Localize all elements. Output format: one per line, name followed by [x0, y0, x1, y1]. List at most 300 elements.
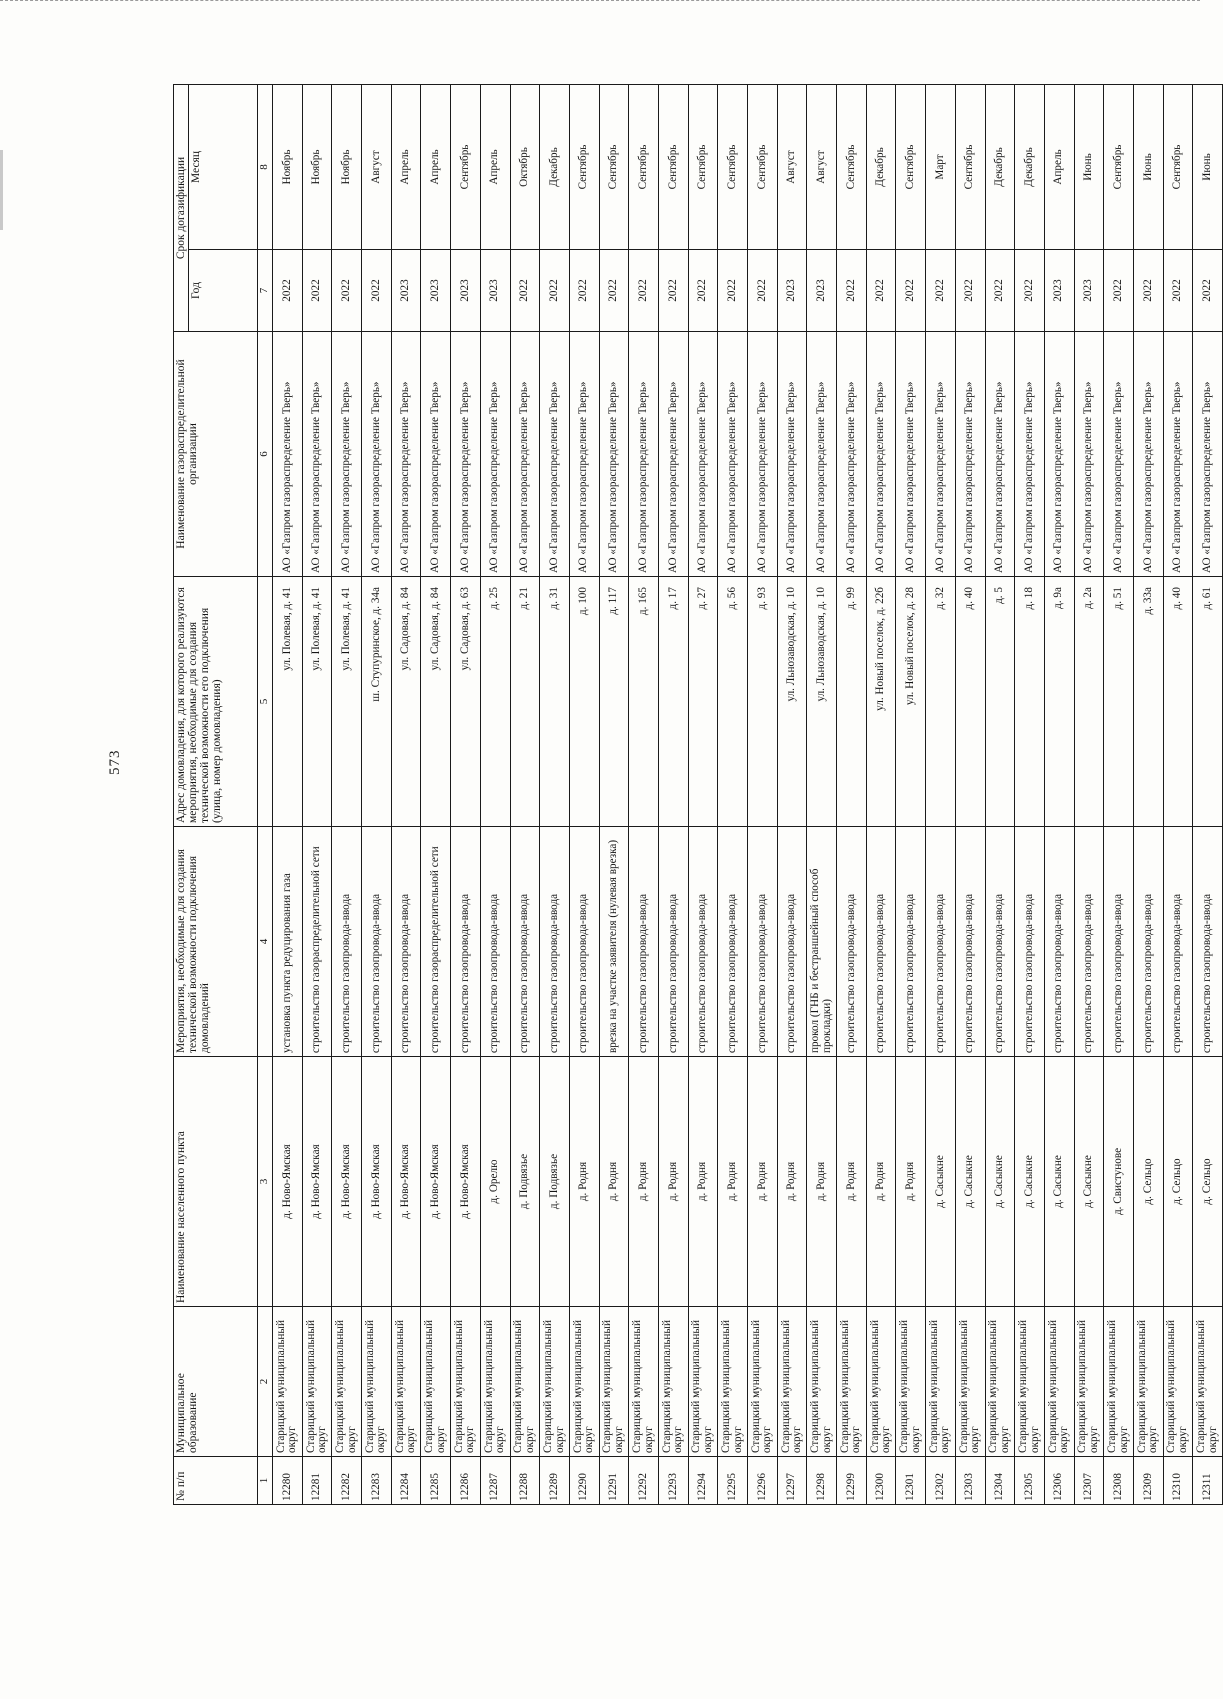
measure-cell: строительство газопровода-ввода — [332, 827, 362, 1057]
municipality-cell: Старицкий муниципальный округ — [480, 1307, 510, 1457]
year-cell: 2022 — [866, 250, 896, 332]
address-cell: ул. Новый поселок, д. 28 — [896, 577, 926, 827]
year-cell: 2022 — [362, 250, 392, 332]
organization-cell: АО «Газпром газораспределение Тверь» — [1104, 332, 1134, 577]
organization-cell: АО «Газпром газораспределение Тверь» — [629, 332, 659, 577]
address-cell: д. 61 — [1193, 577, 1223, 827]
locality-cell: д. Подвязье — [540, 1057, 570, 1307]
measure-cell: строительство газопровода-ввода — [1104, 827, 1134, 1057]
row-number: 12289 — [540, 1457, 570, 1505]
year-cell: 2022 — [599, 250, 629, 332]
table-row — [985, 85, 1015, 1505]
column-number: 4 — [258, 827, 273, 1057]
table-row — [866, 85, 896, 1505]
month-cell: Сентябрь — [451, 85, 481, 250]
organization-cell: АО «Газпром газораспределение Тверь» — [1193, 332, 1223, 577]
table-row — [629, 85, 659, 1505]
locality-cell: д. Родня — [807, 1057, 837, 1307]
municipality-cell: Старицкий муниципальный округ — [748, 1307, 778, 1457]
address-cell: д. 40 — [1163, 577, 1193, 827]
header-municipality: Муниципальное образование — [174, 1307, 258, 1457]
table-row — [1015, 85, 1045, 1505]
table-row — [1163, 85, 1193, 1505]
year-cell: 2023 — [1074, 250, 1104, 332]
row-number: 12311 — [1193, 1457, 1223, 1505]
year-cell: 2022 — [540, 250, 570, 332]
row-number: 12290 — [569, 1457, 599, 1505]
header-month: Месяц — [189, 85, 258, 250]
month-cell: Сентябрь — [569, 85, 599, 250]
year-cell: 2023 — [391, 250, 421, 332]
locality-cell: д. Родня — [658, 1057, 688, 1307]
locality-cell: д. Родня — [748, 1057, 778, 1307]
locality-cell: д. Сельцо — [1163, 1057, 1193, 1307]
year-cell: 2022 — [302, 250, 332, 332]
row-number: 12304 — [985, 1457, 1015, 1505]
municipality-cell: Старицкий муниципальный округ — [569, 1307, 599, 1457]
measure-cell: строительство газопровода-ввода — [985, 827, 1015, 1057]
locality-cell: д. Сасыкне — [926, 1057, 956, 1307]
organization-cell: АО «Газпром газораспределение Тверь» — [480, 332, 510, 577]
table-row — [955, 85, 985, 1505]
table-row — [451, 85, 481, 1505]
organization-cell: АО «Газпром газораспределение Тверь» — [599, 332, 629, 577]
year-cell: 2022 — [955, 250, 985, 332]
year-cell: 2022 — [1193, 250, 1223, 332]
address-cell: ул. Садовая, д. 84 — [421, 577, 451, 827]
table-row — [480, 85, 510, 1505]
row-number: 12300 — [866, 1457, 896, 1505]
month-cell: Декабрь — [540, 85, 570, 250]
table-row — [540, 85, 570, 1505]
month-cell: Сентябрь — [688, 85, 718, 250]
header-locality: Наименование населенного пункта — [174, 1057, 258, 1307]
locality-cell: д. Сасыкне — [1015, 1057, 1045, 1307]
measure-cell: строительство газопровода-ввода — [837, 827, 867, 1057]
scan-left-edge-mark — [0, 150, 3, 230]
organization-cell: АО «Газпром газораспределение Тверь» — [926, 332, 956, 577]
locality-cell: д. Ново-Ямская — [362, 1057, 392, 1307]
month-cell: Июнь — [1193, 85, 1223, 250]
header-organization: Наименование газораспределительной организации — [174, 332, 258, 577]
address-cell: д. 18 — [1015, 577, 1045, 827]
month-cell: Сентябрь — [599, 85, 629, 250]
address-cell: д. 31 — [540, 577, 570, 827]
row-number: 12305 — [1015, 1457, 1045, 1505]
table-row — [1104, 85, 1134, 1505]
month-cell: Март — [926, 85, 956, 250]
row-number: 12293 — [658, 1457, 688, 1505]
gasification-table — [173, 84, 1223, 1505]
measure-cell: строительство газопровода-ввода — [451, 827, 481, 1057]
municipality-cell: Старицкий муниципальный округ — [1074, 1307, 1104, 1457]
organization-cell: АО «Газпром газораспределение Тверь» — [955, 332, 985, 577]
organization-cell: АО «Газпром газораспределение Тверь» — [1133, 332, 1163, 577]
row-number: 12287 — [480, 1457, 510, 1505]
measure-cell: строительство газопровода-ввода — [718, 827, 748, 1057]
address-cell: д. 99 — [837, 577, 867, 827]
organization-cell: АО «Газпром газораспределение Тверь» — [658, 332, 688, 577]
year-cell: 2022 — [718, 250, 748, 332]
month-cell: Ноябрь — [302, 85, 332, 250]
year-cell: 2022 — [896, 250, 926, 332]
table-row — [1133, 85, 1163, 1505]
year-cell: 2023 — [1044, 250, 1074, 332]
measure-cell: строительство газопровода-ввода — [629, 827, 659, 1057]
locality-cell: д. Сасыкне — [1074, 1057, 1104, 1307]
municipality-cell: Старицкий муниципальный округ — [1044, 1307, 1074, 1457]
month-cell: Декабрь — [1015, 85, 1045, 250]
row-number: 12285 — [421, 1457, 451, 1505]
locality-cell: д. Ново-Ямская — [302, 1057, 332, 1307]
locality-cell: д. Сасыкне — [955, 1057, 985, 1307]
organization-cell: АО «Газпром газораспределение Тверь» — [837, 332, 867, 577]
measure-cell: прокол (ГНБ и бестраншейный способ прокладки) — [807, 827, 837, 1057]
month-cell: Декабрь — [866, 85, 896, 250]
row-number: 12283 — [362, 1457, 392, 1505]
organization-cell: АО «Газпром газораспределение Тверь» — [748, 332, 778, 577]
table-row — [1074, 85, 1104, 1505]
municipality-cell: Старицкий муниципальный округ — [777, 1307, 807, 1457]
address-cell: ул. Льнозаводская, д. 10 — [777, 577, 807, 827]
month-cell: Сентябрь — [718, 85, 748, 250]
address-cell: ш. Ступуринское, д. 34а — [362, 577, 392, 827]
row-number: 12288 — [510, 1457, 540, 1505]
organization-cell: АО «Газпром газораспределение Тверь» — [1015, 332, 1045, 577]
table-row — [273, 85, 303, 1505]
month-cell: Сентябрь — [748, 85, 778, 250]
measure-cell: строительство газопровода-ввода — [362, 827, 392, 1057]
year-cell: 2022 — [332, 250, 362, 332]
table-row — [807, 85, 837, 1505]
organization-cell: АО «Газпром газораспределение Тверь» — [866, 332, 896, 577]
measure-cell: строительство газопровода-ввода — [1015, 827, 1045, 1057]
month-cell: Август — [362, 85, 392, 250]
column-number: 1 — [258, 1457, 273, 1505]
column-number: 5 — [258, 577, 273, 827]
address-cell: ул. Льнозаводская, д. 10 — [807, 577, 837, 827]
row-number: 12295 — [718, 1457, 748, 1505]
organization-cell: АО «Газпром газораспределение Тверь» — [777, 332, 807, 577]
column-number: 8 — [258, 85, 273, 250]
row-number: 12286 — [451, 1457, 481, 1505]
address-cell: д. 25 — [480, 577, 510, 827]
row-number: 12299 — [837, 1457, 867, 1505]
row-number: 12296 — [748, 1457, 778, 1505]
organization-cell: АО «Газпром газораспределение Тверь» — [302, 332, 332, 577]
locality-cell: д. Родня — [896, 1057, 926, 1307]
locality-cell: д. Сасыкне — [1044, 1057, 1074, 1307]
row-number: 12280 — [273, 1457, 303, 1505]
organization-cell: АО «Газпром газораспределение Тверь» — [569, 332, 599, 577]
municipality-cell: Старицкий муниципальный округ — [985, 1307, 1015, 1457]
locality-cell: д. Родня — [569, 1057, 599, 1307]
municipality-cell: Старицкий муниципальный округ — [391, 1307, 421, 1457]
measure-cell: строительство газопровода-ввода — [540, 827, 570, 1057]
measure-cell: строительство газопровода-ввода — [688, 827, 718, 1057]
year-cell: 2022 — [688, 250, 718, 332]
row-number: 12303 — [955, 1457, 985, 1505]
measure-cell: строительство газопровода-ввода — [896, 827, 926, 1057]
row-number: 12309 — [1133, 1457, 1163, 1505]
year-cell: 2022 — [985, 250, 1015, 332]
locality-cell: д. Родня — [629, 1057, 659, 1307]
address-cell: ул. Полевая, д. 41 — [302, 577, 332, 827]
municipality-cell: Старицкий муниципальный округ — [1193, 1307, 1223, 1457]
row-number: 12301 — [896, 1457, 926, 1505]
page-number: 573 — [107, 749, 123, 775]
row-number: 12291 — [599, 1457, 629, 1505]
organization-cell: АО «Газпром газораспределение Тверь» — [362, 332, 392, 577]
table-row — [569, 85, 599, 1505]
address-cell: д. 32 — [926, 577, 956, 827]
row-number: 12310 — [1163, 1457, 1193, 1505]
column-number: 3 — [258, 1057, 273, 1307]
municipality-cell: Старицкий муниципальный округ — [599, 1307, 629, 1457]
locality-cell: д. Ново-Ямская — [391, 1057, 421, 1307]
address-cell: д. 100 — [569, 577, 599, 827]
address-cell: д. 21 — [510, 577, 540, 827]
municipality-cell: Старицкий муниципальный округ — [718, 1307, 748, 1457]
measure-cell: строительство газораспределительной сети — [302, 827, 332, 1057]
municipality-cell: Старицкий муниципальный округ — [1133, 1307, 1163, 1457]
month-cell: Апрель — [480, 85, 510, 250]
row-number: 12298 — [807, 1457, 837, 1505]
measure-cell: строительство газопровода-ввода — [1133, 827, 1163, 1057]
measure-cell: строительство газопровода-ввода — [480, 827, 510, 1057]
header-year: Год — [189, 250, 258, 332]
organization-cell: АО «Газпром газораспределение Тверь» — [540, 332, 570, 577]
measure-cell: строительство газопровода-ввода — [391, 827, 421, 1057]
row-number: 12307 — [1074, 1457, 1104, 1505]
measure-cell: врезка на участке заявителя (нулевая врезка) — [599, 827, 629, 1057]
locality-cell: д. Родня — [718, 1057, 748, 1307]
organization-cell: АО «Газпром газораспределение Тверь» — [1044, 332, 1074, 577]
locality-cell: д. Сельцо — [1133, 1057, 1163, 1307]
municipality-cell: Старицкий муниципальный округ — [332, 1307, 362, 1457]
month-cell: Ноябрь — [273, 85, 303, 250]
month-cell: Сентябрь — [955, 85, 985, 250]
measure-cell: строительство газопровода-ввода — [1044, 827, 1074, 1057]
address-cell: д. 33а — [1133, 577, 1163, 827]
address-cell: д. 17 — [658, 577, 688, 827]
measure-cell: строительство газопровода-ввода — [926, 827, 956, 1057]
municipality-cell: Старицкий муниципальный округ — [629, 1307, 659, 1457]
month-cell: Сентябрь — [658, 85, 688, 250]
organization-cell: АО «Газпром газораспределение Тверь» — [985, 332, 1015, 577]
table-row — [332, 85, 362, 1505]
municipality-cell: Старицкий муниципальный округ — [688, 1307, 718, 1457]
measure-cell: строительство газопровода-ввода — [955, 827, 985, 1057]
locality-cell: д. Сельцо — [1193, 1057, 1223, 1307]
organization-cell: АО «Газпром газораспределение Тверь» — [451, 332, 481, 577]
organization-cell: АО «Газпром газораспределение Тверь» — [896, 332, 926, 577]
municipality-cell: Старицкий муниципальный округ — [837, 1307, 867, 1457]
address-cell: д. 27 — [688, 577, 718, 827]
month-cell: Апрель — [421, 85, 451, 250]
measure-cell: строительство газопровода-ввода — [866, 827, 896, 1057]
month-cell: Август — [807, 85, 837, 250]
month-cell: Сентябрь — [896, 85, 926, 250]
measure-cell: строительство газопровода-ввода — [1074, 827, 1104, 1057]
address-cell: ул. Садовая, д. 63 — [451, 577, 481, 827]
locality-cell: д. Ново-Ямская — [451, 1057, 481, 1307]
year-cell: 2022 — [1133, 250, 1163, 332]
rotated-table-wrapper — [173, 85, 1219, 1505]
column-number: 2 — [258, 1307, 273, 1457]
table-row — [302, 85, 332, 1505]
year-cell: 2022 — [510, 250, 540, 332]
table-row — [510, 85, 540, 1505]
municipality-cell: Старицкий муниципальный округ — [510, 1307, 540, 1457]
address-cell: д. 117 — [599, 577, 629, 827]
table-row — [926, 85, 956, 1505]
locality-cell: д. Родня — [866, 1057, 896, 1307]
organization-cell: АО «Газпром газораспределение Тверь» — [391, 332, 421, 577]
address-cell: ул. Садовая, д. 84 — [391, 577, 421, 827]
column-number: 6 — [258, 332, 273, 577]
table-row — [658, 85, 688, 1505]
table-body — [273, 85, 1223, 1505]
month-cell: Июнь — [1133, 85, 1163, 250]
year-cell: 2022 — [1104, 250, 1134, 332]
table-row — [718, 85, 748, 1505]
row-number: 12297 — [777, 1457, 807, 1505]
address-cell: д. 165 — [629, 577, 659, 827]
row-number: 12308 — [1104, 1457, 1134, 1505]
table-row — [896, 85, 926, 1505]
municipality-cell: Старицкий муниципальный округ — [807, 1307, 837, 1457]
locality-cell: д. Родня — [599, 1057, 629, 1307]
municipality-cell: Старицкий муниципальный округ — [421, 1307, 451, 1457]
address-cell: д. 51 — [1104, 577, 1134, 827]
measure-cell: строительство газопровода-ввода — [658, 827, 688, 1057]
organization-cell: АО «Газпром газораспределение Тверь» — [421, 332, 451, 577]
organization-cell: АО «Газпром газораспределение Тверь» — [807, 332, 837, 577]
address-cell: д. 5 — [985, 577, 1015, 827]
address-cell: ул. Полевая, д. 41 — [332, 577, 362, 827]
year-cell: 2022 — [1015, 250, 1045, 332]
year-cell: 2022 — [1163, 250, 1193, 332]
table-row — [362, 85, 392, 1505]
row-number: 12292 — [629, 1457, 659, 1505]
scan-top-edge — [0, 0, 1200, 3]
municipality-cell: Старицкий муниципальный округ — [1015, 1307, 1045, 1457]
month-cell: Сентябрь — [1163, 85, 1193, 250]
municipality-cell: Старицкий муниципальный округ — [540, 1307, 570, 1457]
organization-cell: АО «Газпром газораспределение Тверь» — [1163, 332, 1193, 577]
locality-cell: д. Ново-Ямская — [273, 1057, 303, 1307]
address-cell: д. 40 — [955, 577, 985, 827]
locality-cell: д. Сасыкне — [985, 1057, 1015, 1307]
measure-cell: строительство газопровода-ввода — [1163, 827, 1193, 1057]
address-cell: д. 56 — [718, 577, 748, 827]
organization-cell: АО «Газпром газораспределение Тверь» — [332, 332, 362, 577]
table-row — [599, 85, 629, 1505]
locality-cell: д. Орелю — [480, 1057, 510, 1307]
month-cell: Декабрь — [985, 85, 1015, 250]
locality-cell: д. Родня — [837, 1057, 867, 1307]
organization-cell: АО «Газпром газораспределение Тверь» — [718, 332, 748, 577]
year-cell: 2023 — [480, 250, 510, 332]
municipality-cell: Старицкий муниципальный округ — [896, 1307, 926, 1457]
measure-cell: строительство газопровода-ввода — [777, 827, 807, 1057]
month-cell: Октябрь — [510, 85, 540, 250]
address-cell: д. 93 — [748, 577, 778, 827]
month-cell: Август — [777, 85, 807, 250]
municipality-cell: Старицкий муниципальный округ — [1104, 1307, 1134, 1457]
measure-cell: строительство газопровода-ввода — [569, 827, 599, 1057]
year-cell: 2022 — [837, 250, 867, 332]
locality-cell: д. Родня — [777, 1057, 807, 1307]
organization-cell: АО «Газпром газораспределение Тверь» — [1074, 332, 1104, 577]
year-cell: 2023 — [807, 250, 837, 332]
organization-cell: АО «Газпром газораспределение Тверь» — [688, 332, 718, 577]
header-no: № п/п — [174, 1457, 258, 1505]
row-number: 12281 — [302, 1457, 332, 1505]
year-cell: 2022 — [658, 250, 688, 332]
locality-cell: д. Ново-Ямская — [332, 1057, 362, 1307]
table-row — [777, 85, 807, 1505]
table-row — [688, 85, 718, 1505]
month-cell: Апрель — [1044, 85, 1074, 250]
address-cell: д. 9а — [1044, 577, 1074, 827]
table-row — [1193, 85, 1223, 1505]
municipality-cell: Старицкий муниципальный округ — [926, 1307, 956, 1457]
header-measures: Мероприятия, необходимые для создания технической возможности подключения домовладений — [174, 827, 258, 1057]
month-cell: Ноябрь — [332, 85, 362, 250]
measure-cell: строительство газопровода-ввода — [510, 827, 540, 1057]
year-cell: 2022 — [926, 250, 956, 332]
month-cell: Сентябрь — [629, 85, 659, 250]
municipality-cell: Старицкий муниципальный округ — [451, 1307, 481, 1457]
column-number-row — [258, 85, 273, 1505]
table-row — [837, 85, 867, 1505]
year-cell: 2022 — [748, 250, 778, 332]
table-row — [748, 85, 778, 1505]
year-cell: 2023 — [777, 250, 807, 332]
municipality-cell: Старицкий муниципальный округ — [302, 1307, 332, 1457]
year-cell: 2022 — [569, 250, 599, 332]
locality-cell: д. Свистунове — [1104, 1057, 1134, 1307]
month-cell: Апрель — [391, 85, 421, 250]
municipality-cell: Старицкий муниципальный округ — [273, 1307, 303, 1457]
municipality-cell: Старицкий муниципальный округ — [866, 1307, 896, 1457]
header-address: Адрес домовладения, для которого реализуются мероприятия, необходимые для создания технической возможности его подключения (улица, номер домовладения) — [174, 577, 258, 827]
row-number: 12284 — [391, 1457, 421, 1505]
column-number: 7 — [258, 250, 273, 332]
table-row — [421, 85, 451, 1505]
row-number: 12294 — [688, 1457, 718, 1505]
address-cell: д. 2а — [1074, 577, 1104, 827]
table-header — [174, 85, 273, 1505]
measure-cell: строительство газопровода-ввода — [1193, 827, 1223, 1057]
header-deadline: Срок догазификации — [174, 85, 189, 332]
measure-cell: строительство газораспределительной сети — [421, 827, 451, 1057]
address-cell: ул. Новый поселок, д. 22б — [866, 577, 896, 827]
year-cell: 2022 — [629, 250, 659, 332]
municipality-cell: Старицкий муниципальный округ — [658, 1307, 688, 1457]
table-row — [1044, 85, 1074, 1505]
table-row — [391, 85, 421, 1505]
row-number: 12306 — [1044, 1457, 1074, 1505]
year-cell: 2023 — [451, 250, 481, 332]
month-cell: Сентябрь — [1104, 85, 1134, 250]
address-cell: ул. Полевая, д. 41 — [273, 577, 303, 827]
year-cell: 2023 — [421, 250, 451, 332]
municipality-cell: Старицкий муниципальный округ — [362, 1307, 392, 1457]
row-number: 12282 — [332, 1457, 362, 1505]
